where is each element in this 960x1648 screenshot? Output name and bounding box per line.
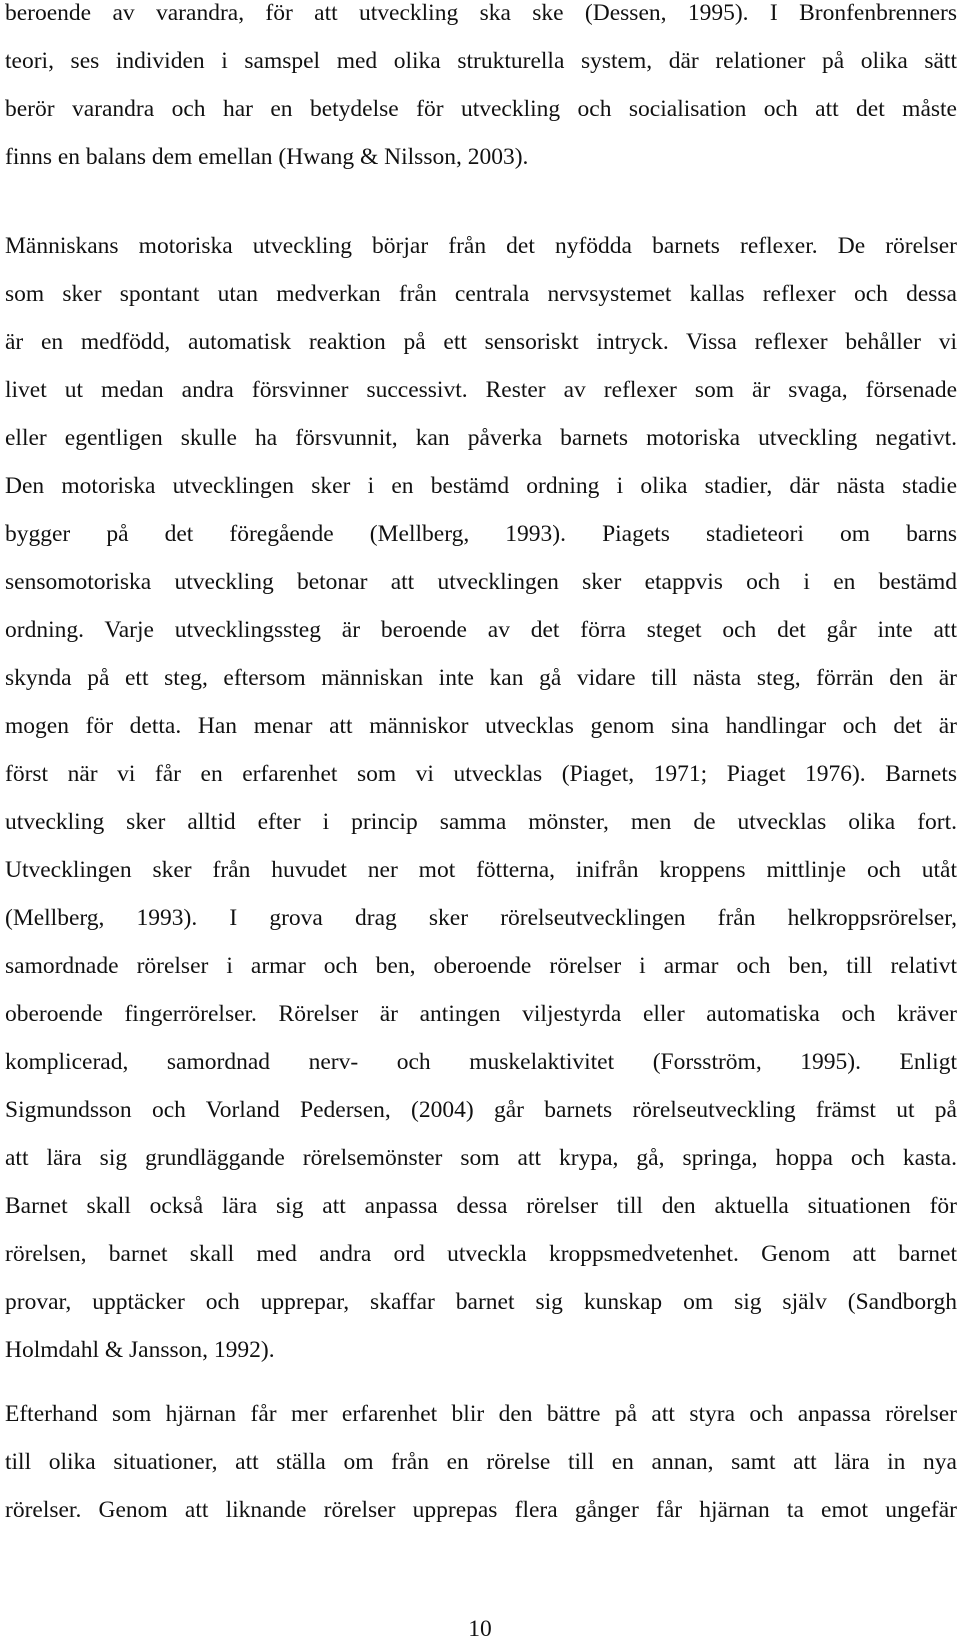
text-line: berör varandra och har en betydelse för utveckling och socialisation och att det måste (5, 96, 957, 122)
text-line: eller egentligen skulle ha försvunnit, kan påverka barnets motoriska utveckling negativt. (5, 425, 957, 451)
paragraph-bronfenbrenner (5, 0, 957, 181)
text-line: Barnet skall också lära sig att anpassa dessa rörelser till den aktuella situationen för (5, 1193, 957, 1219)
text-line: till olika situationer, att ställa om från en rörelse till en annan, samt att lära in nya (5, 1449, 957, 1475)
paragraph-brain-experience (5, 1390, 957, 1534)
text-line: ordning. Varje utvecklingssteg är beroende av det förra steget och det går inte att (5, 617, 957, 643)
text-line: Den motoriska utvecklingen sker i en bestämd ordning i olika stadier, där nästa stadie (5, 473, 957, 499)
text-line: utveckling sker alltid efter i princip samma mönster, men de utvecklas olika fort. (5, 809, 957, 835)
page-number: 10 (468, 1616, 492, 1642)
text-line: Efterhand som hjärnan får mer erfarenhet blir den bättre på att styra och anpassa rörelser (5, 1401, 957, 1427)
text-line: beroende av varandra, för att utveckling ska ske (Dessen, 1995). I Bronfenbrenners (5, 0, 957, 26)
text-line: finns en balans dem emellan (Hwang & Nilsson, 2003). (5, 144, 529, 170)
text-line: Holmdahl & Jansson, 1992). (5, 1337, 275, 1363)
text-line: bygger på det föregående (Mellberg, 1993). Piagets stadieteori om barns (5, 521, 957, 547)
paragraph-motor-development (5, 222, 957, 1374)
text-line: Utvecklingen sker från huvudet ner mot fötterna, inifrån kroppens mittlinje och utåt (5, 857, 957, 883)
text-line: är en medfödd, automatisk reaktion på ett sensoriskt intryck. Vissa reflexer behåller vi (5, 329, 957, 355)
text-line: Människans motoriska utveckling börjar från det nyfödda barnets reflexer. De rörelser (5, 233, 957, 259)
text-line: komplicerad, samordnad nerv- och muskelaktivitet (Forsström, 1995). Enligt (5, 1049, 957, 1075)
text-line: provar, upptäcker och upprepar, skaffar barnet sig kunskap om sig själv (Sandborgh (5, 1289, 957, 1315)
text-line: att lära sig grundläggande rörelsemönster som att krypa, gå, springa, hoppa och kasta. (5, 1145, 957, 1171)
text-line: skynda på ett steg, eftersom människan inte kan gå vidare till nästa steg, förrän den är (5, 665, 957, 691)
text-line: som sker spontant utan medverkan från centrala nervsystemet kallas reflexer och dessa (5, 281, 957, 307)
text-line: teori, ses individen i samspel med olika strukturella system, där relationer på olika sätt (5, 48, 957, 74)
text-line: Sigmundsson och Vorland Pedersen, (2004) går barnets rörelseutveckling främst ut på (5, 1097, 957, 1123)
text-line: samordnade rörelser i armar och ben, oberoende rörelser i armar och ben, till relativt (5, 953, 957, 979)
text-line: rörelser. Genom att liknande rörelser upprepas flera gånger får hjärnan ta emot ungefär (5, 1497, 957, 1523)
text-line: oberoende fingerrörelser. Rörelser är antingen viljestyrda eller automatiska och kräver (5, 1001, 957, 1027)
text-line: livet ut medan andra försvinner successivt. Rester av reflexer som är svaga, försenade (5, 377, 957, 403)
text-line: sensomotoriska utveckling betonar att utvecklingen sker etappvis och i en bestämd (5, 569, 957, 595)
text-line: rörelsen, barnet skall med andra ord utveckla kroppsmedvetenhet. Genom att barnet (5, 1241, 957, 1267)
text-line: först när vi får en erfarenhet som vi utvecklas (Piaget, 1971; Piaget 1976). Barnets (5, 761, 957, 787)
text-line: mogen för detta. Han menar att människor utvecklas genom sina handlingar och det är (5, 713, 957, 739)
text-line: (Mellberg, 1993). I grova drag sker rörelseutvecklingen från helkroppsrörelser, (5, 905, 957, 931)
